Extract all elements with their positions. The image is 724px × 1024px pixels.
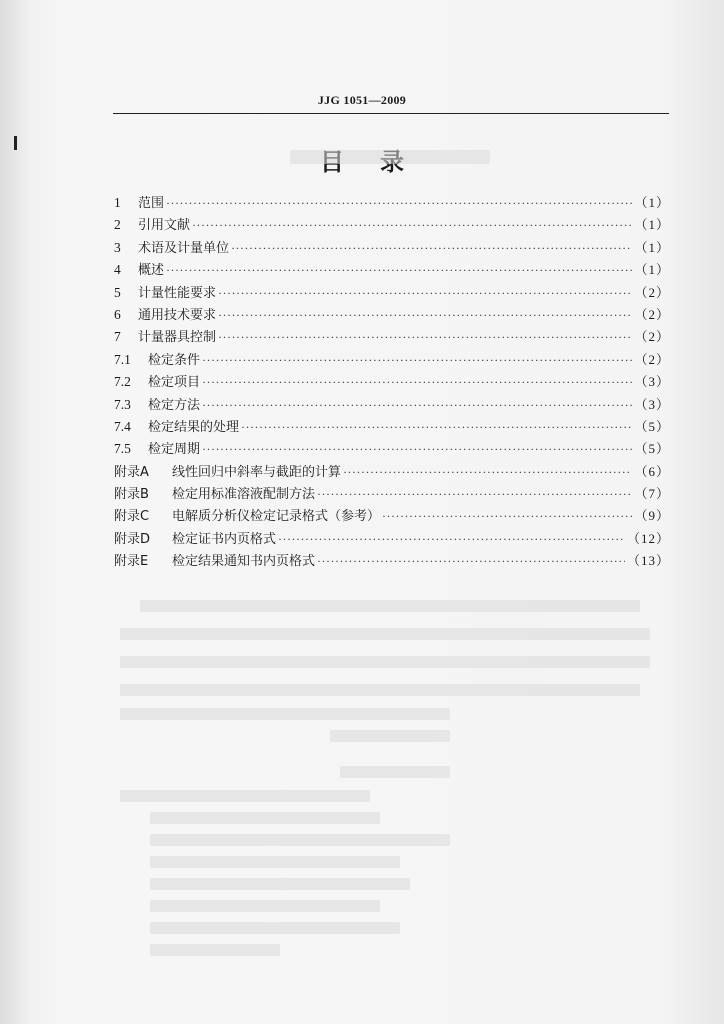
bleed-through-block	[120, 656, 650, 668]
bleed-through-block	[150, 812, 380, 824]
toc-title: 检定项目	[148, 375, 201, 391]
toc-title: 检定用标准溶液配制方法	[172, 487, 316, 503]
toc-page-number: （1）	[634, 217, 670, 233]
toc-number: 3	[114, 239, 121, 255]
toc-page-number: （1）	[634, 262, 670, 278]
toc-number: 7.2	[114, 374, 131, 390]
bleed-through-block	[140, 600, 640, 612]
toc-leader-dots	[202, 349, 632, 371]
toc-page-number: （5）	[634, 418, 670, 434]
toc-number: 1	[114, 195, 121, 210]
toc-leader-dots	[202, 371, 632, 393]
toc-title: 检定证书内页格式	[172, 531, 277, 547]
bleed-through-block	[330, 730, 450, 742]
toc-title: 检定方法	[148, 397, 201, 413]
toc-leader-dots	[241, 416, 632, 438]
toc-entry[interactable]	[114, 550, 670, 572]
toc-entry[interactable]	[114, 483, 670, 505]
bleed-through-block	[150, 878, 410, 890]
toc-leader-dots	[166, 259, 632, 281]
toc-number: 附录D	[114, 531, 151, 547]
toc-page-number: （3）	[634, 396, 670, 412]
toc-leader-dots	[343, 461, 632, 483]
toc-title: 术语及计量单位	[138, 240, 230, 256]
toc-title: 线性回归中斜率与截距的计算	[172, 464, 342, 480]
toc-number: 附录B	[114, 487, 149, 503]
toc-title: 范围	[138, 196, 165, 211]
toc-entry[interactable]	[114, 438, 670, 460]
toc-leader-dots	[218, 304, 632, 326]
toc-title: 电解质分析仪检定记录格式（参考）	[172, 509, 381, 525]
toc-page-number: （1）	[634, 195, 670, 210]
toc-entry[interactable]	[114, 282, 670, 304]
toc-title: 计量性能要求	[138, 285, 217, 301]
toc-page-number: （7）	[634, 486, 670, 502]
toc-entry[interactable]	[114, 349, 670, 371]
toc-leader-dots	[317, 483, 632, 505]
toc-entry[interactable]	[114, 192, 670, 214]
toc-page-number: （12）	[626, 530, 670, 546]
toc-entry[interactable]	[114, 461, 670, 483]
toc-page-number: （9）	[634, 508, 670, 524]
toc-number: 6	[114, 306, 121, 322]
toc-title: 检定条件	[148, 352, 201, 368]
header-rule	[113, 113, 669, 114]
toc-number: 7	[114, 329, 121, 345]
toc-title: 检定结果的处理	[148, 419, 240, 435]
bleed-through-block	[150, 834, 450, 846]
bleed-through-block	[120, 708, 450, 720]
toc-title: 计量器具控制	[138, 330, 217, 346]
toc-title: 检定结果通知书内页格式	[172, 554, 316, 570]
bleed-through-block	[340, 766, 450, 778]
toc-number: 附录C	[114, 509, 150, 525]
toc-page-number: （2）	[634, 306, 670, 322]
toc-entry[interactable]	[114, 259, 670, 281]
toc-entry[interactable]	[114, 528, 670, 550]
toc-title: 引用文献	[138, 218, 191, 234]
bleed-through-block	[150, 922, 400, 934]
toc-leader-dots	[202, 394, 632, 416]
toc-number: 附录A	[114, 464, 149, 480]
table-of-contents	[114, 192, 670, 573]
toc-leader-dots	[192, 214, 632, 236]
toc-entry[interactable]	[114, 237, 670, 259]
bleed-through-block	[150, 944, 280, 956]
bleed-through-block	[290, 150, 490, 164]
bleed-through-block	[120, 790, 370, 802]
toc-entry[interactable]	[114, 214, 670, 236]
toc-page-number: （2）	[634, 351, 670, 367]
toc-leader-dots	[202, 438, 632, 460]
bleed-through-block	[120, 684, 640, 696]
toc-page-number: （6）	[634, 463, 670, 479]
toc-entry[interactable]	[114, 416, 670, 438]
toc-number: 7.5	[114, 441, 131, 457]
toc-leader-dots	[317, 550, 625, 572]
toc-leader-dots	[278, 528, 625, 550]
toc-number: 7.4	[114, 418, 131, 434]
toc-number: 7.3	[114, 396, 131, 412]
toc-title: 检定周期	[148, 442, 201, 458]
toc-page-number: （3）	[634, 374, 670, 390]
standard-code: JJG 1051—2009	[317, 93, 407, 107]
toc-leader-dots	[382, 505, 632, 527]
toc-number: 7.1	[114, 351, 131, 367]
toc-leader-dots	[166, 192, 632, 214]
toc-leader-dots	[218, 282, 632, 304]
toc-entry[interactable]	[114, 326, 670, 348]
toc-entry[interactable]	[114, 394, 670, 416]
bleed-through-block	[150, 900, 380, 912]
toc-title: 概述	[138, 263, 165, 279]
toc-page-number: （2）	[634, 329, 670, 345]
toc-entry[interactable]	[114, 505, 670, 527]
bleed-through-block	[120, 628, 650, 640]
toc-entry[interactable]	[114, 304, 670, 326]
toc-number: 4	[114, 262, 121, 278]
toc-page-number: （1）	[634, 239, 670, 255]
toc-page-number: （2）	[634, 284, 670, 300]
toc-title: 通用技术要求	[138, 307, 217, 323]
bleed-through-block	[150, 856, 400, 868]
toc-number: 附录E	[114, 554, 149, 570]
toc-leader-dots	[218, 326, 632, 348]
toc-number: 2	[114, 217, 121, 233]
toc-page-number: （13）	[626, 553, 670, 569]
toc-entry[interactable]	[114, 371, 670, 393]
toc-page-number: （5）	[634, 441, 670, 457]
toc-leader-dots	[231, 237, 632, 259]
toc-number: 5	[114, 284, 121, 300]
